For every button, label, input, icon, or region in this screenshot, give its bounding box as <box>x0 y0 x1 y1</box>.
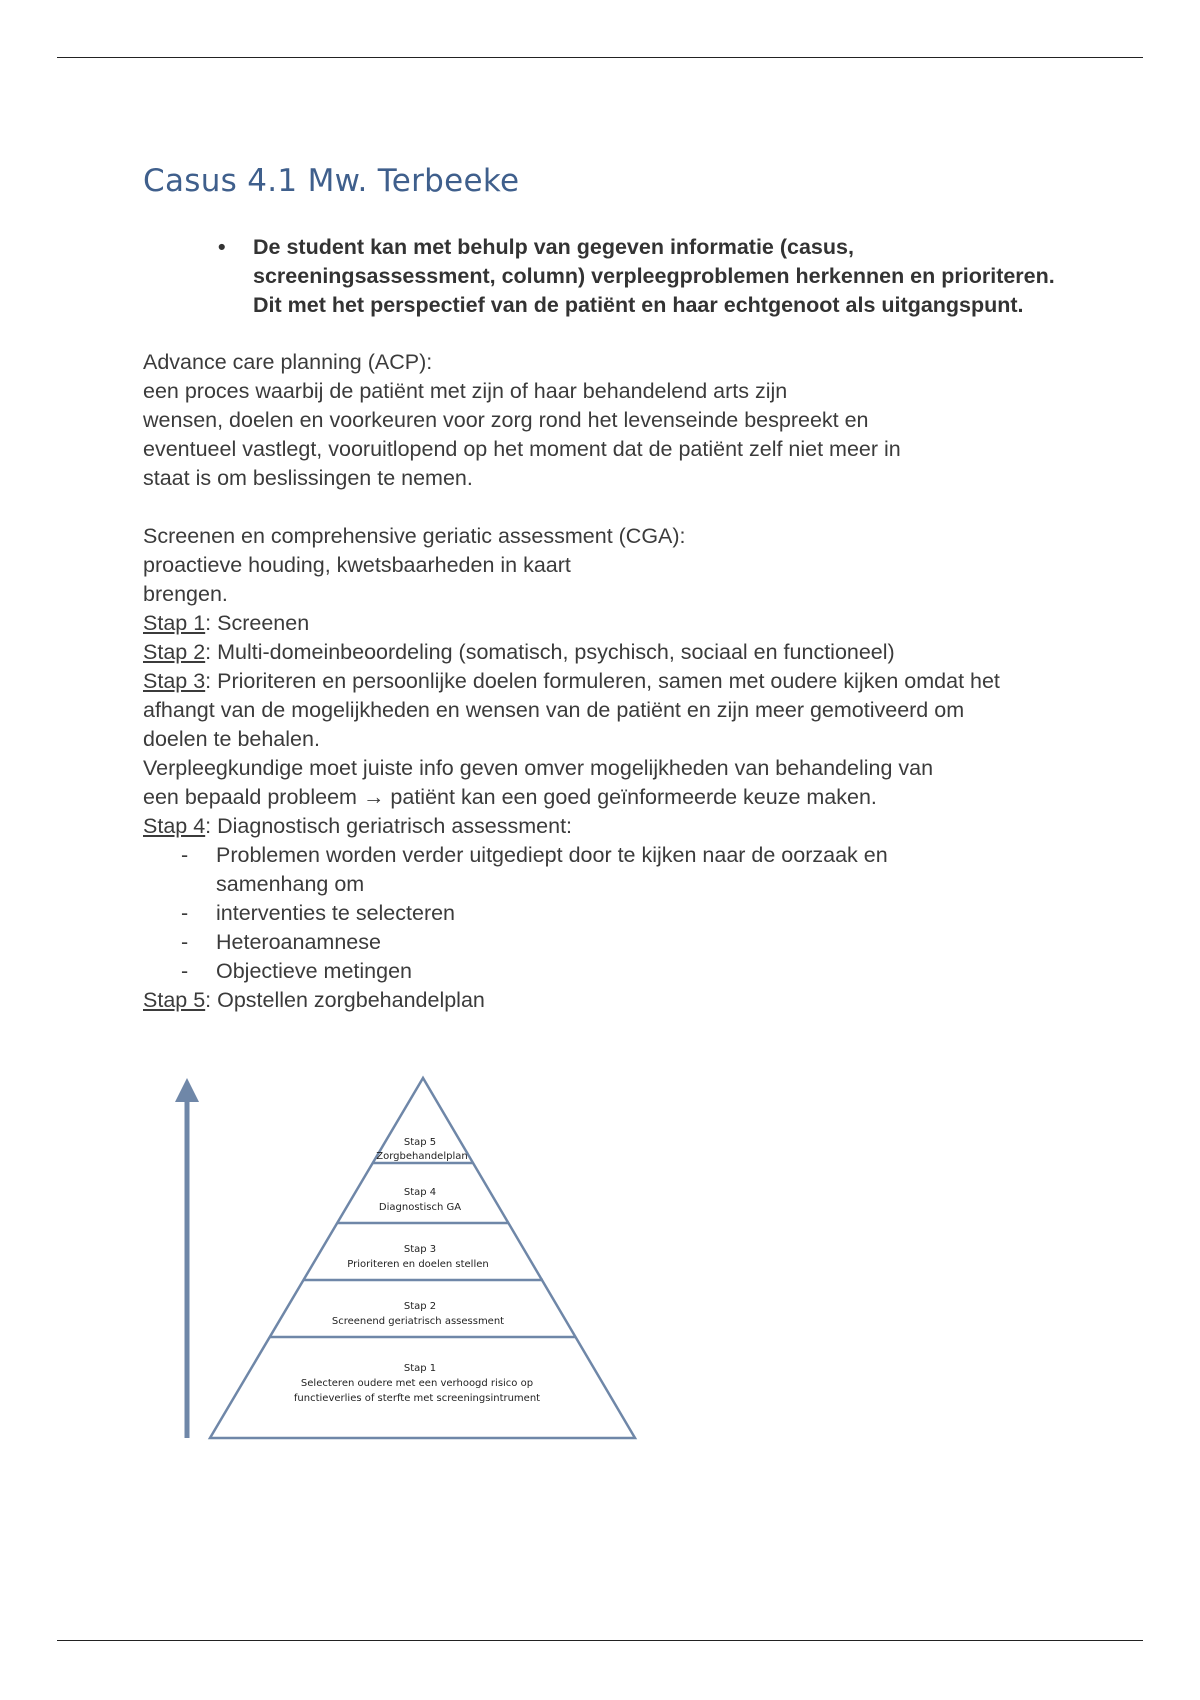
acp-line: wensen, doelen en voorkeuren voor zorg rond het levenseinde bespreekt en <box>143 408 869 432</box>
step-label: Stap 5 <box>143 988 206 1012</box>
list-item: - Heteroanamnese <box>143 928 1063 957</box>
list-item: - Problemen worden verder uitgediept door te kijken naar de oorzaak en samenhang om <box>143 841 956 899</box>
learning-objective: • De student kan met behulp van gegeven informatie (casus, screeningsassessment, column) verpleegproblemen herkennen en prioriteren. Dit met het perspectief van de patiënt en haar echtgenoot als uitgangspunt. <box>218 233 1058 320</box>
pyramid-level-text: Diagnostisch GA <box>378 1202 462 1213</box>
step-2 <box>143 638 1063 667</box>
step-3 <box>143 667 1003 754</box>
acp-line: staat is om beslissingen te nemen. <box>143 466 473 490</box>
header-rule <box>57 57 1143 58</box>
pyramid-level-title: Stap 1 <box>403 1363 437 1374</box>
step-1 <box>143 609 1063 638</box>
document-body <box>143 348 1063 1015</box>
step-5 <box>143 986 1063 1015</box>
pyramid-level-title: Stap 3 <box>403 1244 437 1255</box>
pyramid-level-text: Selecteren oudere met een verhoogd risico op <box>300 1378 534 1389</box>
nurse-line: een bepaald probleem → patiënt kan een goed geïnformeerde keuze maken. <box>143 785 877 809</box>
step-text: : Screenen <box>205 611 310 635</box>
cga-line: brengen. <box>143 582 228 606</box>
acp-line: eventueel vastlegt, vooruitlopend op het moment dat de patiënt zelf niet meer in <box>143 437 901 461</box>
step-label: Stap 3 <box>143 669 206 693</box>
pyramid-level-text: functieverlies of sterfte met screeningsintrument <box>293 1393 541 1404</box>
pyramid-level-title: Stap 4 <box>403 1187 437 1198</box>
page-title: Casus 4.1 Mw. Terbeeke <box>143 163 520 199</box>
nurse-line: Verpleegkundige moet juiste info geven omver mogelijkheden van behandeling van <box>143 756 934 780</box>
step-label: Stap 2 <box>143 640 206 664</box>
step-4-list <box>143 841 1063 986</box>
step-label: Stap 1 <box>143 611 206 635</box>
learning-objective-list <box>218 233 1058 320</box>
step-text: : Opstellen zorgbehandelplan <box>205 988 485 1012</box>
pyramid-level-title: Stap 2 <box>403 1301 437 1312</box>
pyramid-level-text: Zorgbehandelplan <box>376 1151 468 1162</box>
pyramid-level-text: Screenend geriatrisch assessment <box>331 1316 505 1327</box>
step-text: : Prioriteren en persoonlijke doelen formuleren, samen met oudere kijken omdat het afhangt van de mogelijkheden en wensen van de patiënt en zijn meer gemotiveerd om doelen te behalen. <box>143 669 1000 751</box>
step-label: Stap 4 <box>143 814 206 838</box>
pyramid-level-text: Prioriteren en doelen stellen <box>347 1259 489 1270</box>
cga-line: proactieve houding, kwetsbaarheden in kaart <box>143 553 571 577</box>
pyramid-level-title: Stap 5 <box>403 1137 437 1148</box>
footer-rule <box>57 1640 1143 1641</box>
cga-heading: Screenen en comprehensive geriatic assessment (CGA): <box>143 524 686 548</box>
step-text: : Diagnostisch geriatrisch assessment: <box>205 814 573 838</box>
list-item: - Objectieve metingen <box>143 957 1063 986</box>
step-4 <box>143 812 1063 841</box>
step-text: : Multi-domeinbeoordeling (somatisch, psychisch, sociaal en functioneel) <box>205 640 895 664</box>
list-item: - interventies te selecteren <box>143 899 1063 928</box>
cga-pyramid-diagram <box>160 1060 660 1450</box>
arrow-up-icon <box>175 1078 199 1102</box>
acp-heading: Advance care planning (ACP): <box>143 350 433 374</box>
acp-line: een proces waarbij de patiënt met zijn of haar behandelend arts zijn <box>143 379 788 403</box>
